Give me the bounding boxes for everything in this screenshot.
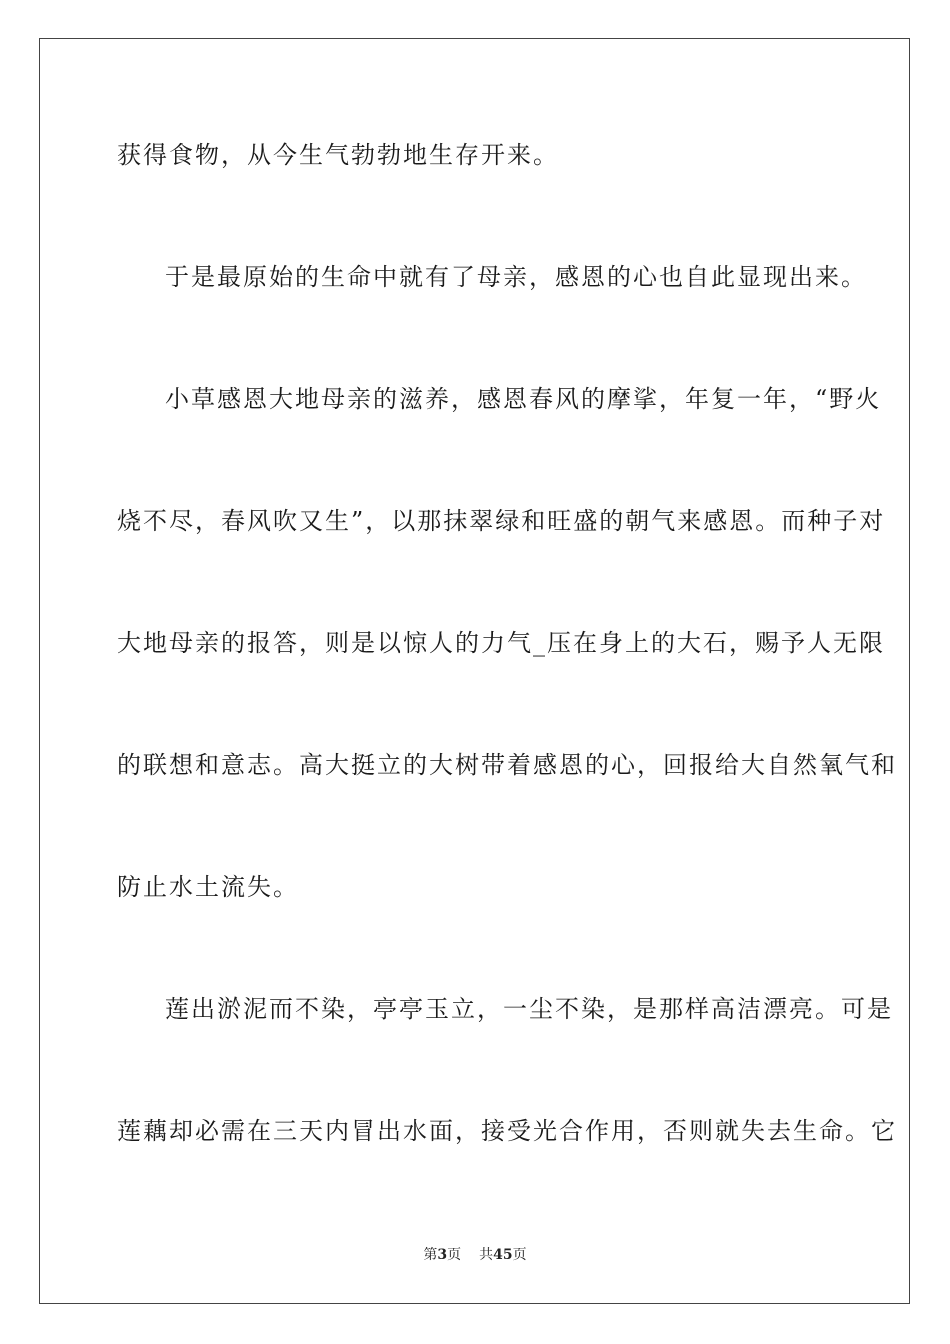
text-line-4: 烧不尽，春风吹又生”，以那抹翠绿和旺盛的朝气来感恩。而种子对	[117, 507, 886, 535]
total-suffix: 页	[512, 1247, 527, 1263]
text-line-5: 大地母亲的报答，则是以惊人的力气_压在身上的大石，赐予人无限	[117, 629, 885, 657]
page-footer	[0, 1246, 950, 1264]
total-pages: 45	[493, 1247, 513, 1263]
text-line-3: 小草感恩大地母亲的滋养，感恩春风的摩挲，年复一年，“野火	[165, 385, 882, 413]
text-line-8: 莲出淤泥而不染，亭亭玉立，一尘不染，是那样高洁漂亮。可是	[165, 995, 893, 1023]
page-suffix: 页	[447, 1247, 462, 1263]
text-line-6: 的联想和意志。高大挺立的大树带着感恩的心，回报给大自然氧气和	[117, 751, 897, 779]
text-line-2: 于是最原始的生命中就有了母亲，感恩的心也自此显现出来。	[165, 263, 867, 291]
text-line-7: 防止水土流失。	[117, 873, 299, 901]
total-prefix: 共	[479, 1247, 494, 1263]
page-border	[39, 38, 910, 1304]
page-prefix: 第	[423, 1247, 438, 1263]
page-number: 3	[437, 1247, 448, 1263]
text-line-1: 获得食物，从今生气勃勃地生存开来。	[117, 141, 559, 169]
text-line-9: 莲藕却必需在三天内冒出水面，接受光合作用，否则就失去生命。它	[117, 1117, 897, 1145]
